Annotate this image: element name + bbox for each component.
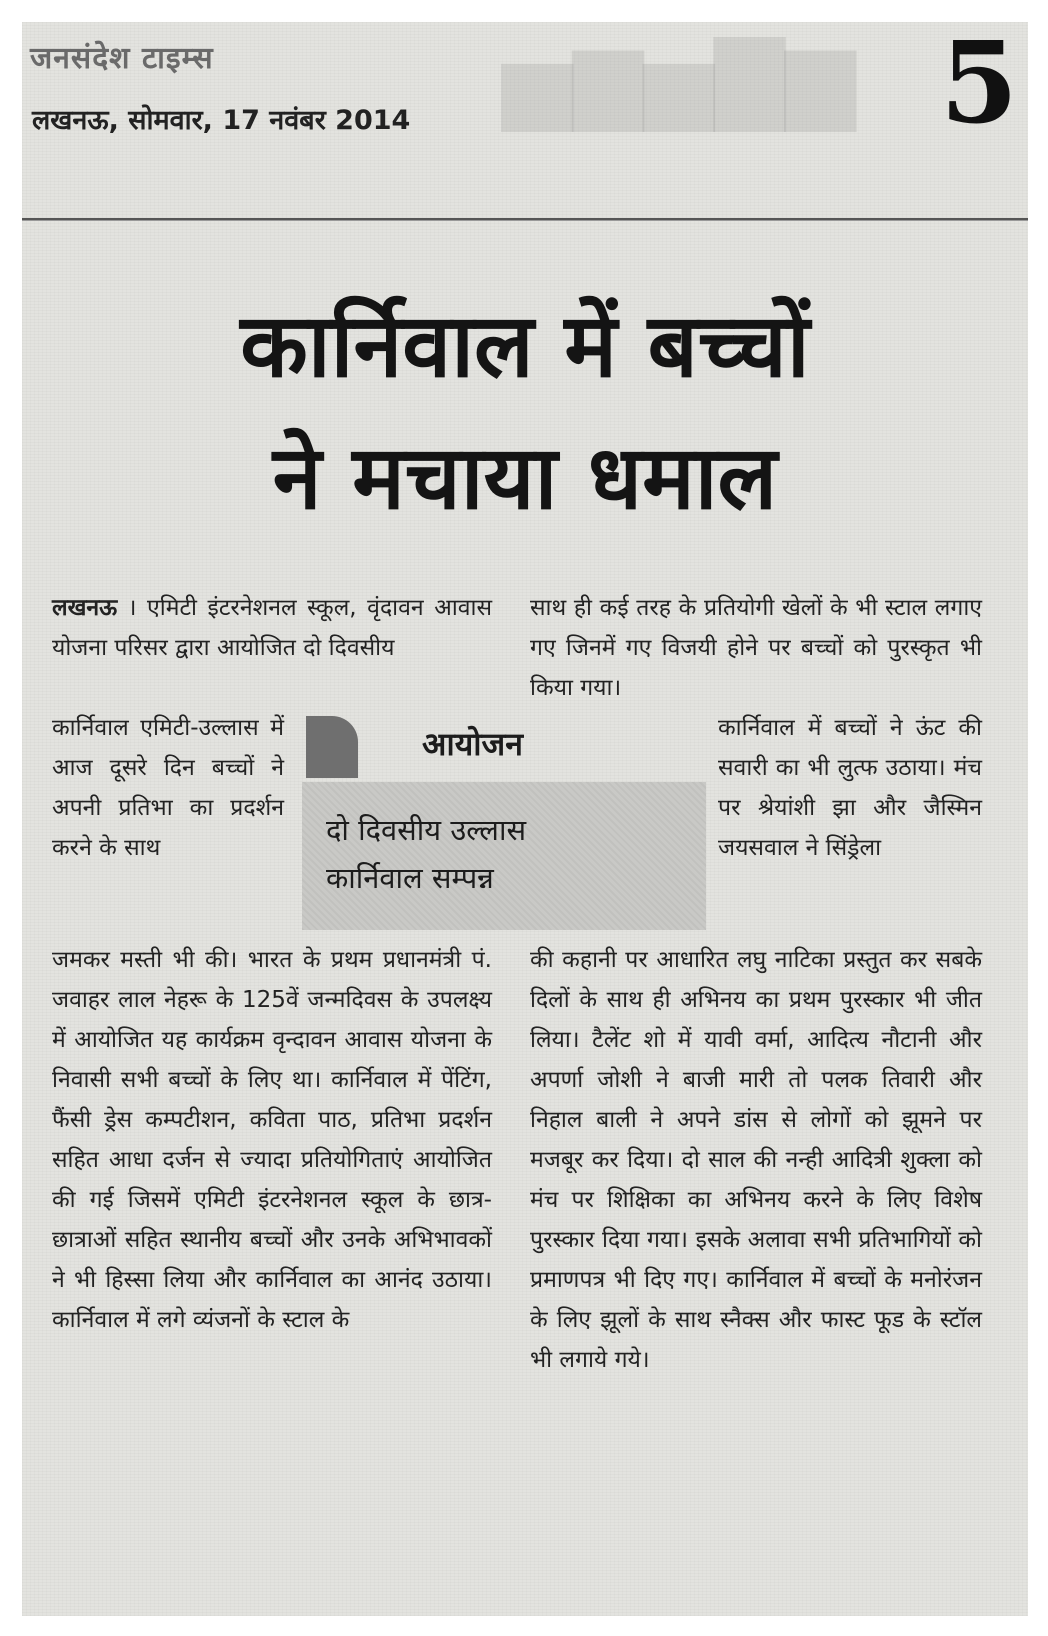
newspaper-name: जनसंदेश टाइम्स (30, 41, 214, 76)
callout-line-2: कार्निवाल सम्पन्न (326, 861, 494, 895)
headline-line-1: कार्निवाल में बच्चों (240, 294, 810, 397)
page-dateline: लखनऊ, सोमवार, 17 नवंबर 2014 (32, 105, 411, 136)
article-body-right-bottom: की कहानी पर आधारित लघु नाटिका प्रस्तुत कर सबके दिलों के साथ ही अभिनय का प्रथम पुरस्कार भी जीत लिया। टैलेंट शो में यावी वर्मा, आदित्य नौटानी और अपर्णा जोशी ने बाजी मारी तो पलक तिवारी और निहाल बाली ने अपने डांस से लोगों को झूमने पर मजबूर कर दिया। दो साल की नन्ही आदित्री शुक्ला को मंच पर शिक्षिका का अभिनय करने के लिए विशेष पुरस्कार दिया गया। इसके अलावा सभी प्रतिभागियों को प्रमाणपत्र भी दिए गए। कार्निवाल में बच्चों के मनोरंजन के लिए झूलों के साथ स्नैक्स और फास्ट फूड के स्टॉल भी लगाये गये। (530, 947, 982, 1373)
ghost-masthead-bleed: ▅▆▅▇▆ (502, 24, 856, 131)
article-dateline: लखनऊ (52, 595, 118, 621)
headline-line-2: ने मचाया धमाल (272, 426, 778, 529)
article-body-left-bottom: जमकर मस्ती भी की। भारत के प्रथम प्रधानमंत्री पं. जवाहर लाल नेहरू के 125वें जन्मदिवस के उपलक्ष्य में आयोजित यह कार्यक्रम वृन्दावन आवास योजना के निवासी सभी बच्चों के लिए था। कार्निवाल में पेंटिंग, फैंसी ड्रेस कम्पटीशन, कविता पाठ, प्रतिभा प्रदर्शन सहित आधा दर्जन से ज्यादा प्रतियोगिताएं आयोजित की गई जिसमें एमिटी इंटरनेशनल स्कूल के छात्र-छात्राओं सहित स्थानीय बच्चों और उनके अभिभावकों ने भी हिस्सा लिया और कार्निवाल का आनंद उठाया। कार्निवाल में लगे व्यंजनों के स्टाल के (52, 947, 492, 1333)
article-body-right-top: साथ ही कई तरह के प्रतियोगी खेलों के भी स्टाल लगाए गए जिनमें गए विजयी होने पर बच्चों को पुरस्कृत भी किया गया। (530, 595, 982, 701)
article-text-left-top: । एमिटी इंटरनेशनल स्कूल, वृंदावन आवास योजना परिसर द्वारा आयोजित दो दिवसीय (52, 595, 492, 661)
article-body-right-narrow: कार्निवाल में बच्चों ने ऊंट की सवारी का भी लुत्फ उठाया। मंच पर श्रेयांशी झा और जैस्मिन जयसवाल ने सिंड्रेला (718, 715, 982, 861)
article-body-left-top (52, 588, 492, 668)
callout-line-1: दो दिवसीय उल्लास (326, 813, 527, 847)
article-headline (22, 280, 1028, 544)
page-number: 5 (940, 22, 1018, 149)
callout-kicker: आयोजन (422, 725, 524, 763)
article-body-left-narrow: कार्निवाल एमिटी-उल्लास में आज दूसरे दिन बच्चों ने अपनी प्रतिभा का प्रदर्शन करने के साथ (52, 715, 284, 861)
masthead-rule (22, 218, 1028, 221)
callout-box (302, 712, 706, 930)
newspaper-clipping (22, 22, 1028, 1616)
callout-marker-icon (306, 716, 358, 778)
callout-shaded-panel (302, 782, 706, 930)
